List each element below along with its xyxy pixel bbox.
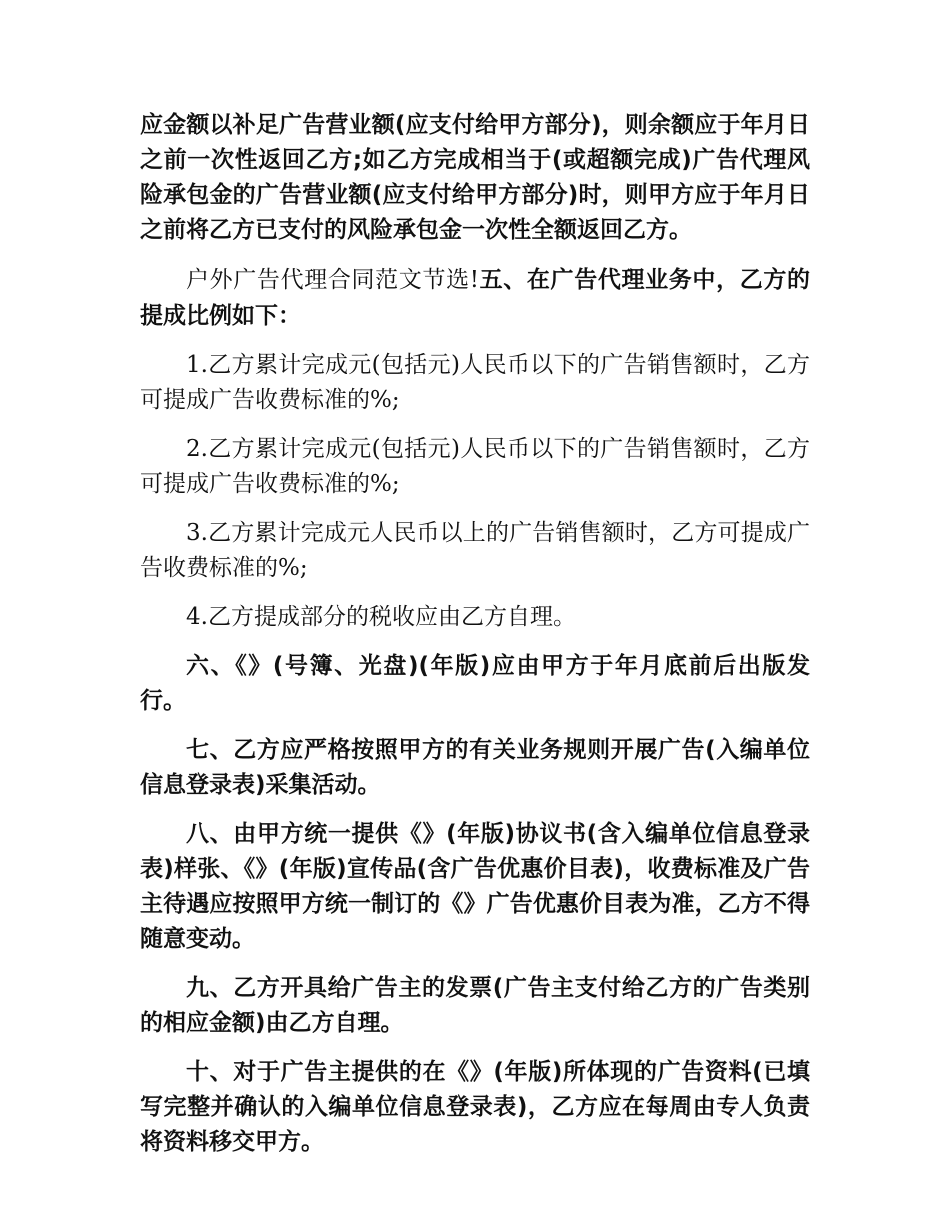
paragraph-section-nine: 九、乙方开具给广告主的发票(广告主支付给乙方的广告类别的相应金额)由乙方自理。 bbox=[140, 975, 810, 1036]
section-five-heading: 五、在广告代理业务中，乙方的提成比例如下： bbox=[140, 267, 811, 329]
paragraph-refund-terms: 应金额以补足广告营业额(应支付给甲方部分)，则余额应于年月日之前一次性返回乙方;如乙方完成相当于(或超额完成)广告代理风险承包金的广告营业额(应支付给甲方部分)时，则甲方应于年月日之前将乙方已支付的风险承包金一次性全额返回乙方。 bbox=[140, 112, 810, 243]
paragraph-section-seven: 七、乙方应严格按照甲方的有关业务规则开展广告(入编单位信息登录表)采集活动。 bbox=[140, 737, 810, 798]
paragraph-section-five bbox=[140, 262, 810, 334]
paragraph-section-six: 六、《》(号簿、光盘)(年版)应由甲方于年月底前后出版发行。 bbox=[140, 653, 810, 714]
list-item-4: 4.乙方提成部分的税收应由乙方自理。 bbox=[186, 604, 576, 630]
list-item-3: 3.乙方累计完成元人民币以上的广告销售额时，乙方可提成广告收费标准的%; bbox=[140, 520, 810, 581]
list-item-1: 1.乙方累计完成元(包括元)人民币以下的广告销售额时，乙方可提成广告收费标准的%; bbox=[140, 352, 810, 413]
excerpt-note: 户外广告代理合同范文节选! bbox=[186, 267, 479, 293]
document-page bbox=[140, 108, 810, 1174]
list-item-2: 2.乙方累计完成元(包括元)人民币以下的广告销售额时，乙方可提成广告收费标准的%; bbox=[140, 436, 810, 497]
paragraph-section-eight: 八、由甲方统一提供《》(年版)协议书(含入编单位信息登录表)样张、《》(年版)宣传品(含广告优惠价目表)，收费标准及广告主待遇应按照甲方统一制订的《》广告优惠价目表为准，乙方不得随意变动。 bbox=[140, 821, 810, 952]
paragraph-section-ten: 十、对于广告主提供的在《》(年版)所体现的广告资料(已填写完整并确认的入编单位信息登录表)，乙方应在每周由专人负责将资料移交甲方。 bbox=[140, 1059, 810, 1155]
